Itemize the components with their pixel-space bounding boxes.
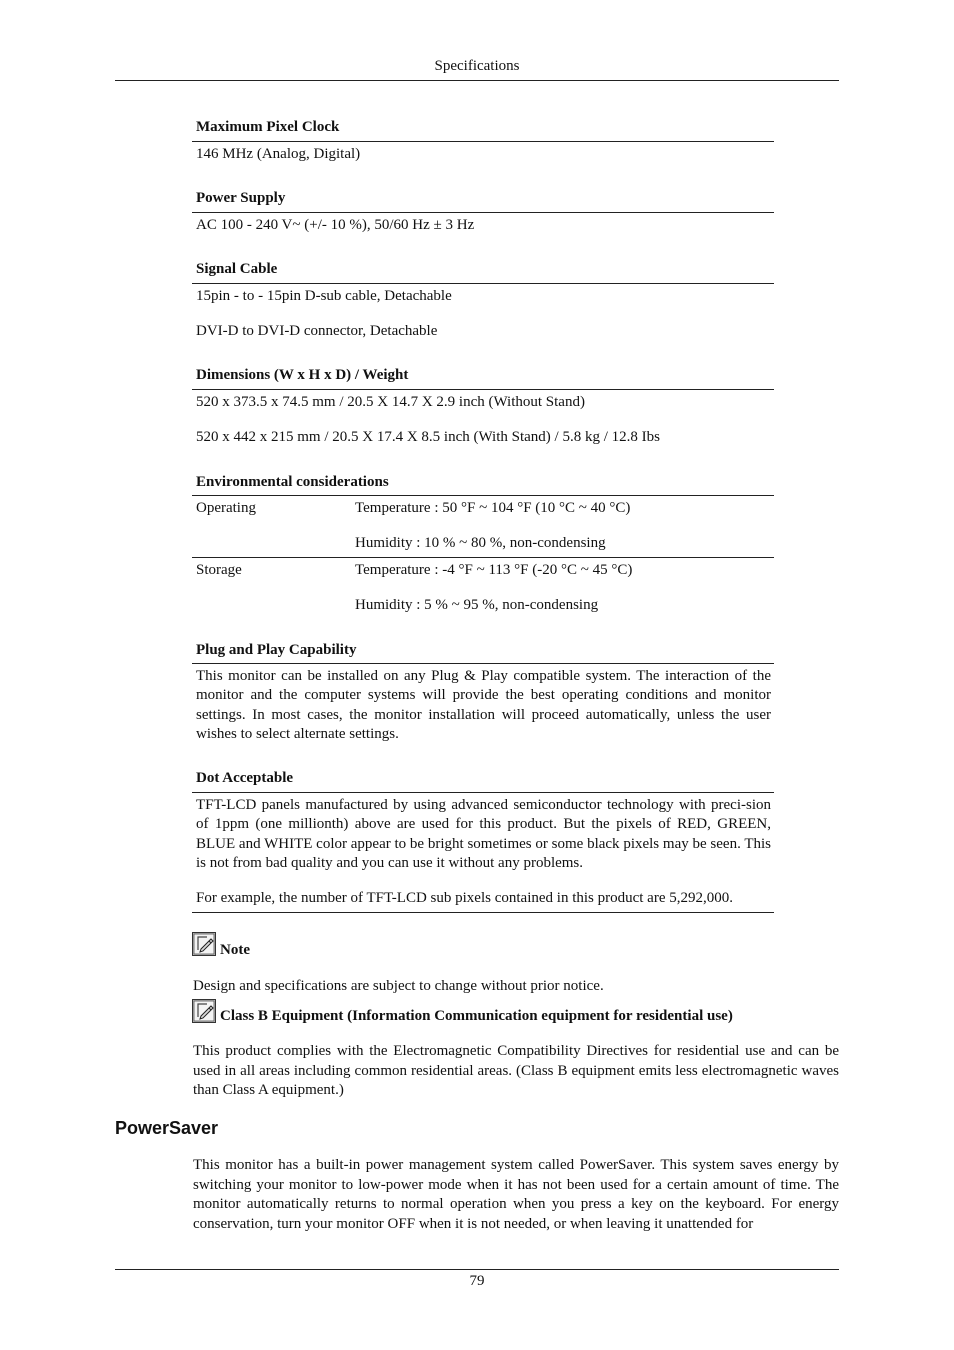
dimensions-without-stand: 520 x 373.5 x 74.5 mm / 20.5 X 14.7 X 2.9 inch (Without Stand) (196, 394, 585, 410)
environment-divider (192, 495, 774, 496)
signal-cable-value-dsub: 15pin - to - 15pin D-sub cable, Detachable (196, 288, 452, 304)
class-b-title: Class B Equipment (Information Communication equipment for residential use) (220, 1008, 733, 1024)
page-header-title: Specifications (434, 58, 520, 74)
note-title: Note (220, 942, 250, 958)
plug-and-play-text: This monitor can be installed on any Plug & Play compatible system. The interaction of the monitor and the computer systems will provide the best operating conditions and monitor settings. In most cases, the monitor installation will proceed automatically, unless the user wishes to select alternate settings. (196, 668, 771, 743)
env-operating-label: Operating (196, 500, 256, 516)
dimensions-divider (192, 389, 774, 390)
power-supply-label: Power Supply (196, 190, 286, 206)
plug-and-play-divider (192, 663, 774, 664)
dot-acceptable-bottom-divider (192, 912, 774, 913)
class-b-note-icon (192, 999, 216, 1023)
pixel-clock-label: Maximum Pixel Clock (196, 119, 340, 135)
pixel-clock-divider (192, 141, 774, 142)
env-operating-temperature: Temperature : 50 °F ~ 104 °F (10 °C ~ 40 °C) (355, 500, 631, 516)
environment-row-divider (192, 557, 774, 558)
dimensions-with-stand: 520 x 442 x 215 mm / 20.5 X 17.4 X 8.5 inch (With Stand) / 5.8 kg / 12.8 Ibs (196, 429, 660, 445)
powersaver-heading: PowerSaver (115, 1118, 219, 1138)
env-operating-humidity: Humidity : 10 % ~ 80 %, non-condensing (355, 535, 606, 551)
signal-cable-divider (192, 283, 774, 284)
plug-and-play-label: Plug and Play Capability (196, 642, 357, 658)
signal-cable-label: Signal Cable (196, 261, 278, 277)
pixel-clock-value: 146 MHz (Analog, Digital) (196, 146, 361, 162)
power-supply-divider (192, 212, 774, 213)
dot-acceptable-divider (192, 792, 774, 793)
dot-acceptable-text: TFT-LCD panels manufactured by using advanced semiconductor technology with preci-sion of 1ppm (one millionth) above are used for this product. But the pixels of RED, GREEN, BLUE and WHITE color appear to be bright sometimes or some black pixels may be seen. This is not from bad quality and you can use it without any problems. (196, 797, 771, 872)
class-b-text: This product complies with the Electromagnetic Compatibility Directives for residential use and can be used in all areas including common residential areas. (Class B equipment emits less electromagnetic waves than Class A equipment.) (193, 1043, 839, 1098)
dot-acceptable-label: Dot Acceptable (196, 770, 294, 786)
env-storage-label: Storage (196, 562, 242, 578)
env-storage-humidity: Humidity : 5 % ~ 95 %, non-condensing (355, 597, 599, 613)
environment-label: Environmental considerations (196, 474, 389, 490)
header-divider (115, 80, 839, 81)
note-text: Design and specifications are subject to change without prior notice. (193, 978, 604, 994)
note-pencil-icon (192, 932, 216, 956)
dot-acceptable-example: For example, the number of TFT-LCD sub pixels contained in this product are 5,292,000. (196, 890, 733, 906)
power-supply-value: AC 100 - 240 V~ (+/- 10 %), 50/60 Hz ± 3 Hz (196, 217, 475, 233)
env-storage-temperature: Temperature : -4 °F ~ 113 °F (-20 °C ~ 45 °C) (355, 562, 633, 578)
signal-cable-value-dvi: DVI-D to DVI-D connector, Detachable (196, 323, 438, 339)
powersaver-text: This monitor has a built-in power management system called PowerSaver. This system saves energy by switching your monitor to low-power mode when it has not been used for a certain amount of time. The monitor automatically returns to normal operation when you press a key on the keyboard. For energy conservation, turn your monitor OFF when it is not needed, or when leaving it unattended for (193, 1157, 839, 1232)
dimensions-label: Dimensions (W x H x D) / Weight (196, 367, 409, 383)
footer-divider (115, 1269, 839, 1270)
page-number: 79 (469, 1273, 485, 1289)
